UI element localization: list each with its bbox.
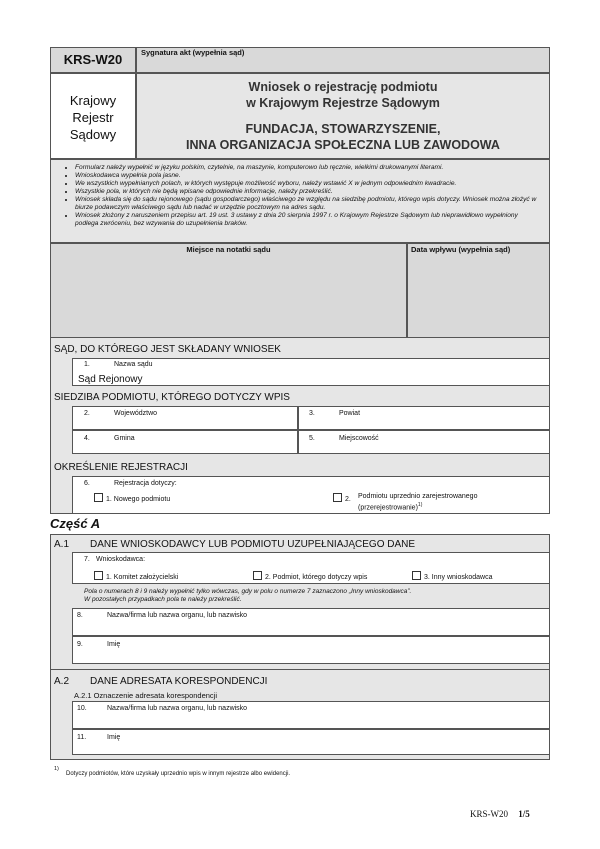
field-number: 9.: [77, 641, 83, 648]
form-title-1: Wniosek o rejestrację podmiotu: [248, 80, 438, 94]
court-notes-label: Miejsce na notatki sądu: [186, 245, 271, 254]
locality-field[interactable]: [298, 430, 550, 454]
signature-label: Sygnatura akt (wypełnia sąd): [141, 48, 245, 57]
commune-field[interactable]: [72, 430, 298, 454]
option-reregistered-line2-text: (przerejestrowanie): [358, 504, 418, 512]
receipt-date-box: [407, 243, 550, 338]
county-label: Powiat: [339, 410, 361, 417]
option-reregistered-line2: [358, 502, 422, 511]
registration-section-title: OKREŚLENIE REJESTRACJI: [54, 462, 188, 473]
applicant-firstname-field[interactable]: [72, 636, 550, 664]
checkbox-founding-committee[interactable]: [94, 571, 103, 580]
applicant-type-label: Wnioskodawca:: [96, 556, 146, 563]
correspondence-name-label: Nazwa/firma lub nazwa organu, lub nazwisko: [107, 705, 248, 712]
footnote-text: Dotyczy podmiotów, które uzyskały uprzednio wpis w innym rejestrze albo ewidencji.: [66, 771, 291, 777]
footer-form-code: KRS-W20: [470, 809, 508, 819]
option-founding-committee-label: 1. Komitet założycielski: [106, 574, 179, 581]
instruction-item: • Wszystkie pola, w których nie będą wpisane odpowiednie informacje, należy przekreślić.: [75, 188, 541, 196]
option-new-entity-label: 1. Nowego podmiotu: [106, 496, 171, 503]
register-name-2: Rejestr: [72, 110, 114, 125]
page-footer: [470, 809, 530, 819]
correspondence-firstname-field[interactable]: [72, 729, 550, 755]
commune-label: Gmina: [114, 435, 135, 442]
field-number: 7.: [84, 556, 90, 563]
instructions-box: [50, 159, 550, 243]
court-name-label: Nazwa sądu: [114, 361, 153, 368]
field-number: 8.: [77, 612, 83, 619]
field-number: 11.: [77, 734, 87, 741]
option-other-applicant-label: 3. Inny wnioskodawca: [424, 574, 493, 581]
footnote-mark: 1): [54, 766, 59, 772]
section-a1-number: A.1: [54, 539, 70, 550]
seat-section-title: SIEDZIBA PODMIOTU, KTÓREGO DOTYCZY WPIS: [54, 392, 290, 403]
option-reregistered[interactable]: [333, 493, 351, 503]
instructions-list: [61, 164, 541, 228]
instruction-item: • Wniosek złożony z naruszeniem przepisu art. 19 ust. 3 ustawy z dnia 20 sierpnia 1997 r. o Krajowym Rejestrze Sądowym lub nieprawidłowo wypełniony podlega zwróceniu, bez wzywania do uzupełnienia braków.: [75, 212, 541, 228]
applicant-name-label: Nazwa/firma lub nazwa organu, lub nazwisko: [107, 612, 248, 619]
court-section-title: SĄD, DO KTÓREGO JEST SKŁADANY WNIOSEK: [54, 344, 281, 355]
part-a-title: Część A: [50, 516, 101, 531]
field-number: 1.: [84, 361, 90, 368]
option-founding-committee[interactable]: [94, 571, 178, 581]
court-name-value: Sąd Rejonowy: [78, 374, 143, 385]
instruction-item: • Wnioskodawca wypełnia pola jasne.: [75, 172, 541, 180]
section-a2-title: DANE ADRESATA KORESPONDENCJI: [90, 676, 268, 687]
applicant-note-line2: W pozostałych przypadkach pola te należy przekreślić.: [84, 596, 242, 603]
applicant-note: [84, 588, 544, 604]
voivodeship-label: Województwo: [114, 410, 158, 417]
checkbox-reregistered[interactable]: [333, 493, 342, 502]
field-number: 6.: [84, 480, 90, 487]
field-number: 4.: [84, 435, 90, 442]
section-a21-label: A.2.1 Oznaczenie adresata korespondencji: [74, 691, 218, 700]
voivodeship-field[interactable]: [72, 406, 298, 430]
register-name-3: Sądowy: [69, 127, 117, 142]
option-entity-concerned-label: 2. Podmiot, którego dotyczy wpis: [265, 574, 368, 581]
receipt-date-label: Data wpływu (wypełnia sąd): [411, 245, 511, 254]
form-subtitle-1: FUNDACJA, STOWARZYSZENIE,: [245, 122, 441, 136]
form-code: KRS-W20: [63, 52, 123, 67]
instruction-item: • Formularz należy wypełnić w języku polskim, czytelnie, na maszynie, komputerowo lub ręcznie, wielkimi drukowanymi literami.: [75, 164, 541, 172]
section-a2-number: A.2: [54, 676, 70, 687]
court-notes-box: [50, 243, 407, 338]
field-number: 5.: [309, 435, 315, 442]
register-name-1: Krajowy: [69, 93, 117, 108]
option-reregistered-number: 2.: [345, 496, 351, 503]
option-reregistered-line1: Podmiotu uprzednio zarejestrowanego: [358, 493, 478, 500]
applicant-firstname-label: Imię: [107, 641, 121, 648]
form-subtitle-2: INNA ORGANIZACJA SPOŁECZNA LUB ZAWODOWA: [186, 138, 500, 152]
applicant-note-line1: Pola o numerach 8 i 9 należy wypełnić tylko wówczas, gdy w polu o numerze 7 zaznaczono „Inny wnioskodawca”.: [84, 588, 412, 595]
option-entity-concerned[interactable]: [253, 571, 367, 581]
instruction-item: • We wszystkich wypełnianych polach, w których występuje możliwość wyboru, należy wstawić X w jednym odpowiednim kwadracie.: [75, 180, 541, 188]
checkbox-other-applicant[interactable]: [412, 571, 421, 580]
field-number: 2.: [84, 410, 90, 417]
form-title-2: w Krajowym Rejestrze Sądowym: [246, 96, 440, 110]
locality-label: Miejscowość: [339, 435, 379, 442]
correspondence-firstname-label: Imię: [107, 734, 121, 741]
field-number: 3.: [309, 410, 315, 417]
field-number: 10.: [77, 705, 87, 712]
footnote-ref: 1): [417, 502, 423, 508]
registration-type-label: Rejestracja dotyczy:: [114, 480, 177, 487]
page-number: 1/5: [518, 809, 530, 819]
option-new-entity[interactable]: [94, 493, 170, 503]
option-other-applicant[interactable]: [412, 571, 492, 581]
checkbox-entity-concerned[interactable]: [253, 571, 262, 580]
county-field[interactable]: [298, 406, 550, 430]
checkbox-new-entity[interactable]: [94, 493, 103, 502]
instruction-item: • Wniosek składa się do sądu rejonowego (sądu gospodarczego) właściwego ze względu na siedzibę podmiotu, którego wpis dotyczy. Wniosek można złożyć w biurze podawczym właściwego sądu lub nadać w urzędzie pocztowym na adres sądu.: [75, 196, 541, 212]
section-a1-title: DANE WNIOSKODAWCY LUB PODMIOTU UZUPEŁNIAJĄCEGO DANE: [90, 539, 416, 550]
